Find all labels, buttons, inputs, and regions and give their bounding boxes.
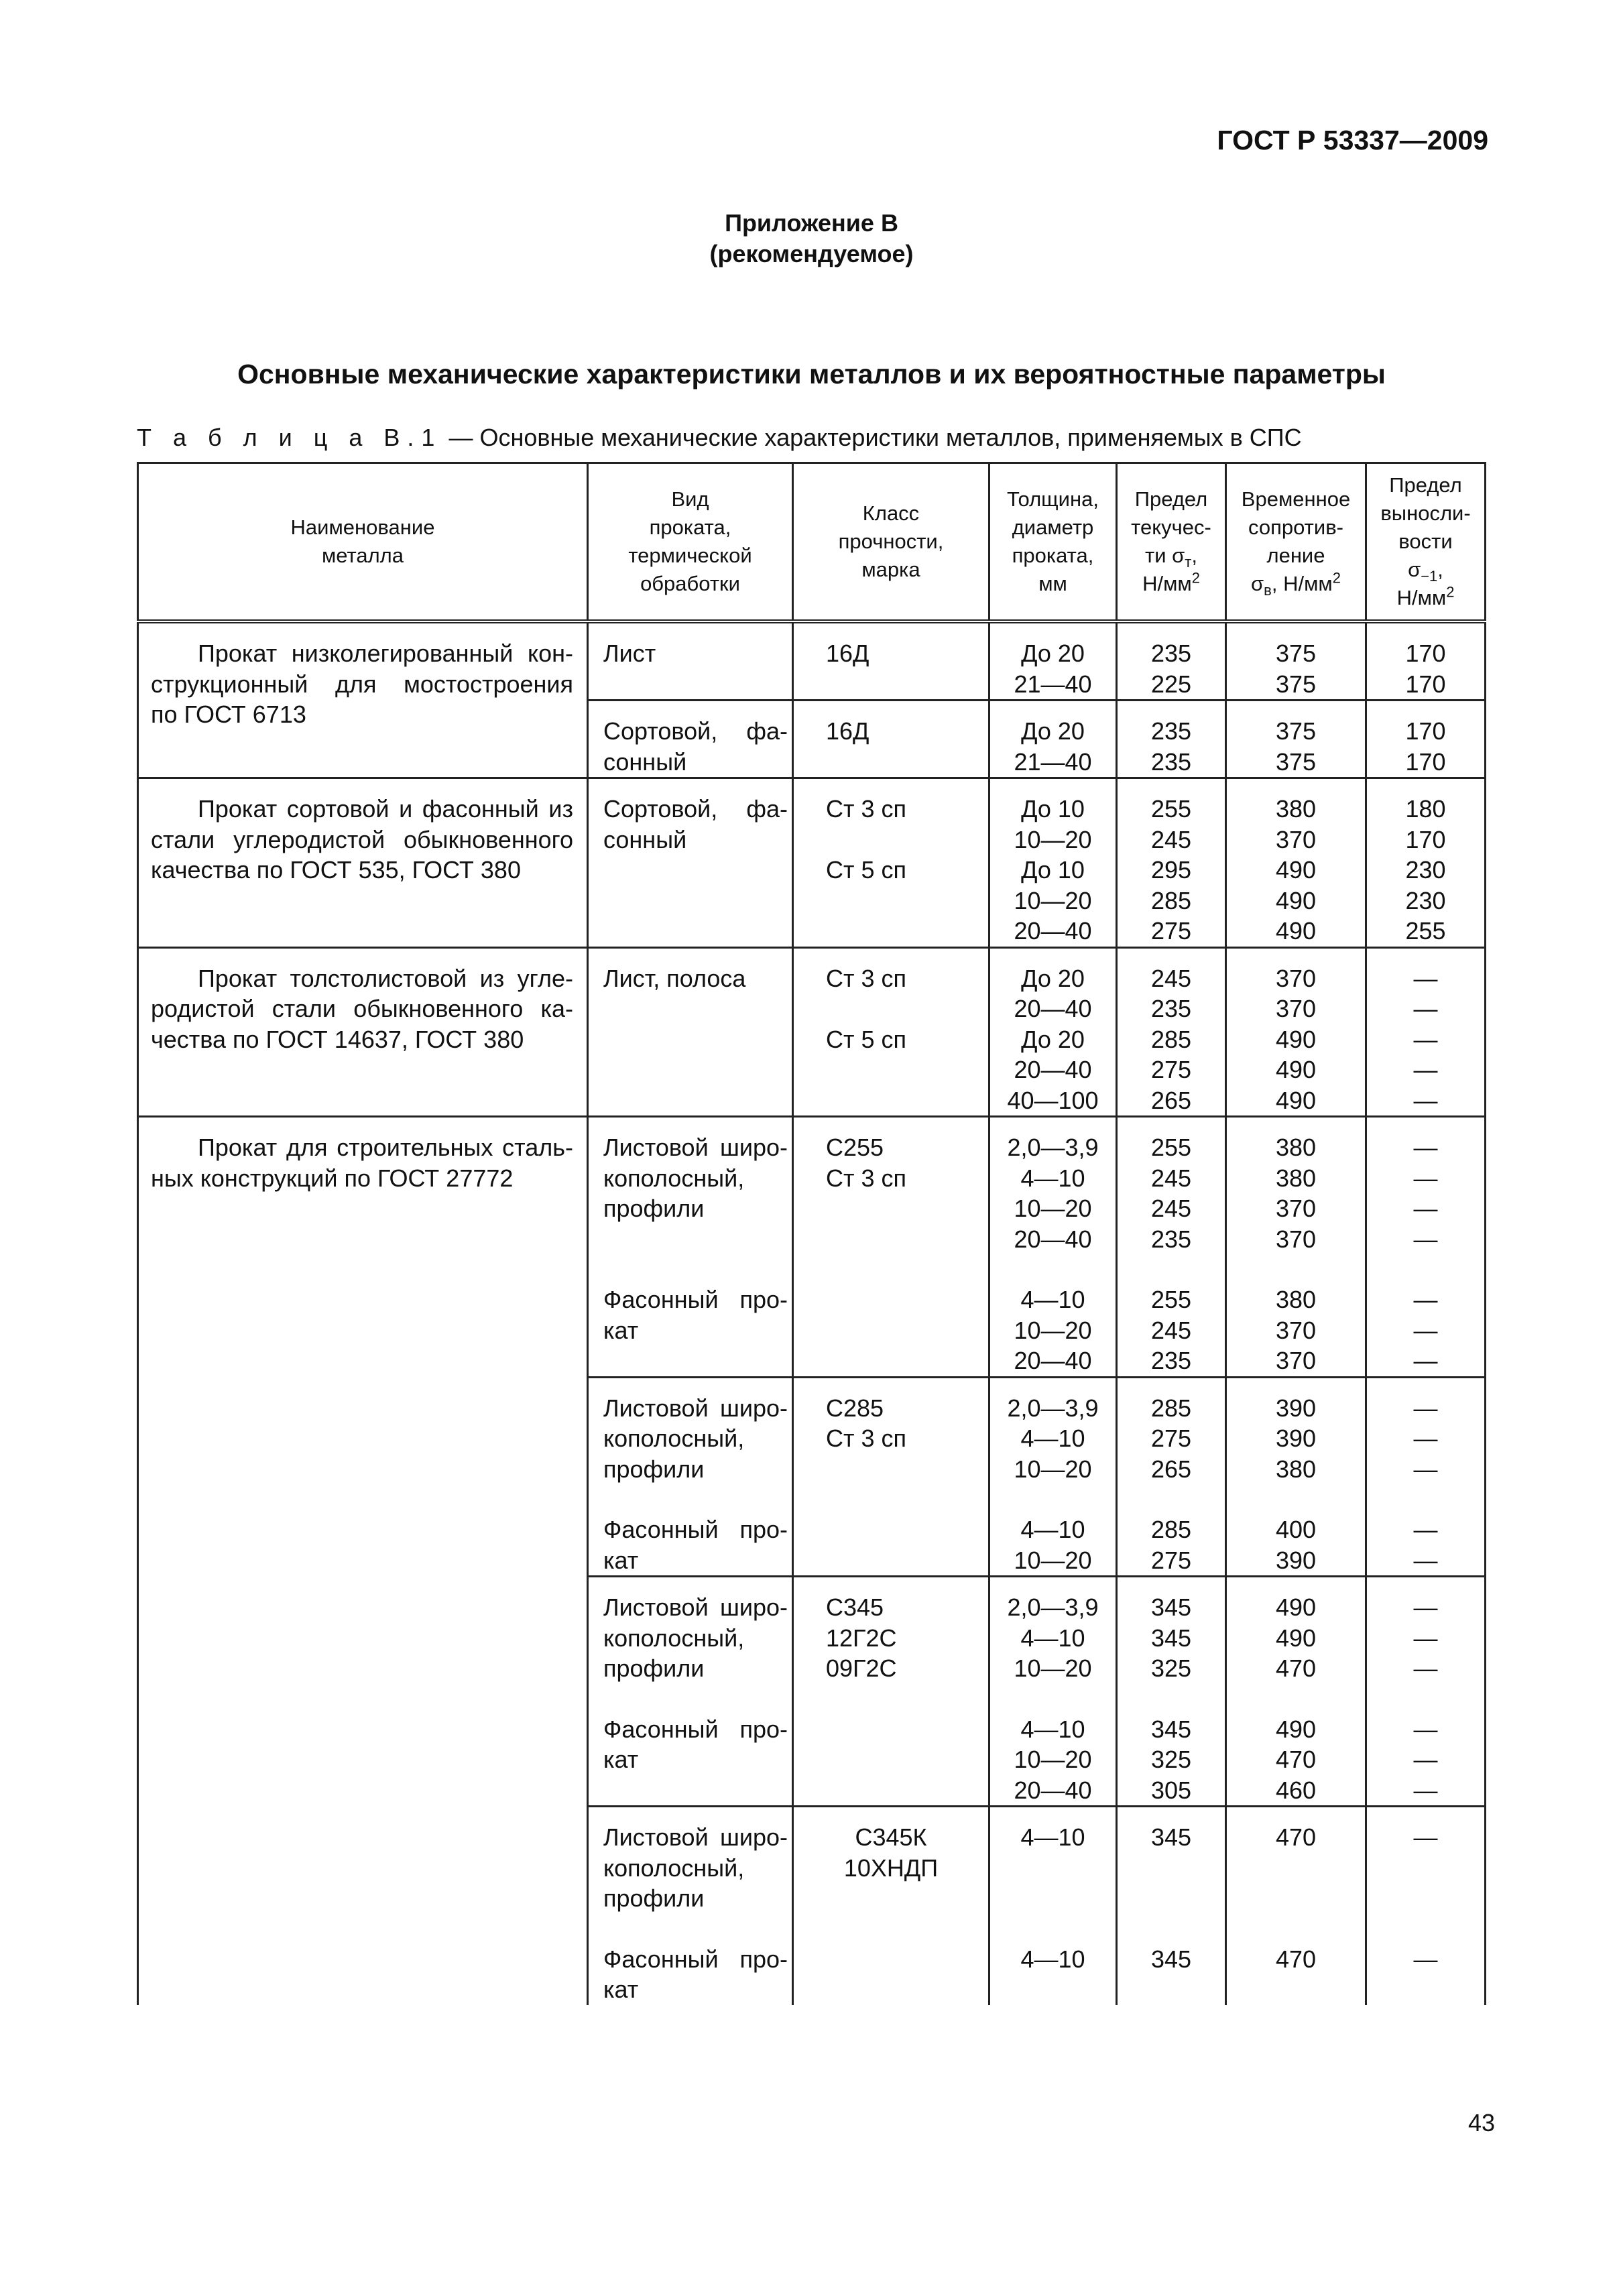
cell-line: 21—40 [1014,747,1092,776]
cell-line: 255 [1150,1134,1192,1161]
endurance-limit [1366,1377,1486,1484]
cell-line: 460 [1275,1776,1317,1804]
metal-name-line: Прокат низколегированный кон- [198,640,573,667]
thickness [989,947,1117,1117]
cell-line: — [1413,1776,1438,1804]
cell-line: — [1413,1394,1438,1422]
cell-line: — [1413,1654,1438,1682]
cell-line: 285 [1150,1025,1192,1053]
ultimate-strength [1226,1807,1366,1914]
cell-line: 380 [1275,1164,1317,1192]
cell-line: Лист, полоса [603,964,746,992]
table-caption-label: Т а б л и ц а В.1 [137,424,442,451]
cell-line: Листовой широ- [603,1394,788,1422]
cell-line: 265 [1150,1455,1192,1483]
yield-strength [1117,1807,1226,1914]
cell-line: 170 [1405,670,1446,698]
rolled-product-kind [588,1684,793,1807]
thickness [989,1484,1117,1577]
ultimate-strength [1226,947,1366,1117]
cell-line: 490 [1275,1624,1317,1652]
cell-line: 10ХНДП [843,1854,939,1882]
yield-strength [1117,621,1226,701]
cell-line: — [1413,1945,1438,1973]
cell-line: 230 [1405,856,1446,884]
cell-line: 490 [1275,1086,1317,1114]
cell-line: — [1413,1516,1438,1543]
cell-line: 20—40 [1014,917,1092,945]
rolled-product-kind [588,1484,793,1577]
cell-line: 345 [1150,1823,1192,1851]
cell-line: 10—20 [1014,1455,1092,1483]
appendix-note: (рекомендуемое) [709,240,914,267]
cell-line: профили [603,1884,705,1912]
cell-line: С345К [855,1823,927,1851]
cell-line: 295 [1150,856,1192,884]
ultimate-strength [1226,1117,1366,1255]
cell-line: До 20 [1021,640,1085,667]
cell-line: 470 [1275,1654,1317,1682]
thickness [989,1684,1117,1807]
cell-line: 245 [1150,964,1192,992]
yield-strength [1117,1484,1226,1577]
metal-name-line: стали углеродистой обыкновенного [151,825,573,853]
cell-line: кат [603,1316,639,1344]
cell-line: 21—40 [1014,670,1092,698]
cell-line: 380 [1275,1134,1317,1161]
cell-line: — [1413,1225,1438,1253]
cell-line: — [1413,1593,1438,1621]
strength-grade [793,701,989,778]
cell-line: 235 [1150,1347,1192,1374]
cell-line: — [1413,1286,1438,1313]
thickness [989,1254,1117,1377]
endurance-limit [1366,1807,1486,1914]
cell-line: До 20 [1021,1025,1085,1053]
cell-line: 345 [1150,1593,1192,1621]
cell-line: Ст 3 сп [826,795,907,823]
cell-line: 4—10 [1020,1516,1085,1543]
ultimate-strength [1226,621,1366,701]
table-row [138,1117,1486,1255]
ultimate-strength [1226,1577,1366,1684]
strength-grade [793,1684,989,1807]
cell-line: Фасонный про- [603,1516,788,1543]
metal-name-line: Прокат сортовой и фасонный из [198,795,573,823]
header-name: Наименование металла [138,463,588,622]
cell-line: 20—40 [1014,1225,1092,1253]
cell-line: До 10 [1021,795,1085,823]
cell-line: 345 [1150,1945,1192,1973]
cell-line: 170 [1405,717,1446,745]
cell-line: 390 [1275,1425,1317,1452]
cell-line: 235 [1150,717,1192,745]
cell-line: 325 [1150,1654,1192,1682]
cell-line: 10—20 [1014,886,1092,914]
cell-line: 325 [1150,1746,1192,1773]
cell-line: 470 [1275,1823,1317,1851]
cell-line: — [1413,964,1438,992]
cell-line: 10—20 [1014,1746,1092,1773]
header-endurance-limit: Предел выносли- вости $\sigma_{-1}$, $Н/мм^2$ [1366,463,1486,622]
cell-line: 4—10 [1020,1164,1085,1192]
cell-line: 2,0—3,9 [1007,1593,1099,1621]
cell-line: 255 [1150,1286,1192,1313]
cell-line: — [1413,1025,1438,1053]
cell-line: 20—40 [1014,1776,1092,1804]
cell-line: 235 [1150,1225,1192,1253]
cell-line: кат [603,1976,639,2003]
cell-line: 380 [1275,795,1317,823]
cell-line: — [1413,1715,1438,1743]
cell-line: 09Г2С [826,1654,897,1682]
cell-line [826,993,988,1024]
cell-line: — [1413,1316,1438,1344]
cell-line: кополосный, [603,1164,745,1192]
metal-name-line: родистой стали обыкновенного ка- [151,995,573,1022]
yield-strength [1117,1117,1226,1255]
cell-line: 375 [1275,670,1317,698]
strength-grade [793,1914,989,2005]
header-grade: Класс прочности, марка [793,463,989,622]
cell-line: 235 [1150,995,1192,1022]
cell-line: 375 [1275,640,1317,667]
appendix-title: Приложение В [725,209,898,237]
metal-name [138,947,588,1117]
cell-line: До 20 [1021,964,1085,992]
cell-line: 10—20 [1014,1546,1092,1574]
metal-name [138,621,588,778]
metal-name [138,1117,588,2005]
cell-line: 490 [1275,1056,1317,1083]
rolled-product-kind [588,1377,793,1484]
yield-strength [1117,1377,1226,1484]
cell-line: 245 [1150,1316,1192,1344]
metal-name-line: чества по ГОСТ 14637, ГОСТ 380 [151,1025,524,1053]
cell-line: 285 [1150,1394,1192,1422]
rolled-product-kind [588,1807,793,1914]
cell-line: 20—40 [1014,1056,1092,1083]
cell-line: 275 [1150,1425,1192,1452]
strength-grade [793,778,989,948]
cell-line: кополосный, [603,1854,745,1882]
metal-name-line: ных конструкций по ГОСТ 27772 [151,1164,514,1192]
table-row [138,621,1486,701]
metal-name-line: Прокат толстолистовой из угле- [198,964,573,992]
cell-line: 4—10 [1020,1624,1085,1652]
cell-line: 370 [1275,995,1317,1022]
cell-line: 370 [1275,825,1317,853]
cell-line: Фасонный про- [603,1715,788,1743]
endurance-limit [1366,1254,1486,1377]
cell-line: 170 [1405,640,1446,667]
cell-line: — [1413,1086,1438,1114]
table-row [138,947,1486,1117]
metal-name-line: по ГОСТ 6713 [151,701,306,728]
thickness [989,1117,1117,1255]
cell-line: До 20 [1021,717,1085,745]
cell-line: 370 [1275,1195,1317,1222]
cell-line: 265 [1150,1086,1192,1114]
cell-line: 285 [1150,1516,1192,1543]
cell-line: 345 [1150,1715,1192,1743]
cell-line: Сортовой, фа- [603,717,788,745]
cell-line: 235 [1150,747,1192,776]
cell-line: 470 [1275,1945,1317,1973]
cell-line: 275 [1150,1056,1192,1083]
cell-line: 370 [1275,1347,1317,1374]
cell-line: — [1413,1195,1438,1222]
cell-line: 370 [1275,964,1317,992]
metal-name-line: Прокат для строительных сталь- [198,1134,573,1161]
rolled-product-kind [588,947,793,1117]
cell-line: сонный [603,747,687,776]
cell-line: 375 [1275,717,1317,745]
cell-line: профили [603,1195,705,1222]
yield-strength [1117,1684,1226,1807]
cell-line: 170 [1405,825,1446,853]
cell-line: 10—20 [1014,1316,1092,1344]
cell-line: 235 [1150,640,1192,667]
cell-line: 40—100 [1007,1086,1099,1114]
ultimate-strength [1226,701,1366,778]
thickness [989,1914,1117,2005]
cell-line: До 10 [1021,856,1085,884]
endurance-limit [1366,621,1486,701]
cell-line: — [1413,1746,1438,1773]
endurance-limit [1366,778,1486,948]
cell-line: 16Д [826,640,869,667]
strength-grade [793,1807,989,1914]
cell-line: — [1413,1164,1438,1192]
cell-line: Листовой широ- [603,1134,788,1161]
cell-line: 255 [1405,917,1446,945]
thickness [989,1377,1117,1484]
cell-line: кополосный, [603,1425,745,1452]
cell-line: 470 [1275,1746,1317,1773]
table-caption-text: — Основные механические характеристики металлов, применяемых в СПС [442,424,1302,451]
cell-line: 10—20 [1014,1654,1092,1682]
cell-line: Лист [603,640,656,667]
yield-strength [1117,1914,1226,2005]
endurance-limit [1366,1117,1486,1255]
table-caption [137,424,1302,452]
strength-grade [793,621,989,701]
cell-line: 375 [1275,747,1317,776]
cell-line: 180 [1405,795,1446,823]
cell-line: 275 [1150,917,1192,945]
thickness [989,1807,1117,1914]
cell-line: 390 [1275,1394,1317,1422]
header-kind: Вид проката, термической обработки [588,463,793,622]
cell-line: 285 [1150,886,1192,914]
cell-line: 4—10 [1020,1823,1085,1851]
cell-line: Сортовой, фа- [603,795,788,823]
cell-line: С285 [826,1394,884,1422]
endurance-limit [1366,947,1486,1117]
cell-line: 2,0—3,9 [1007,1134,1099,1161]
cell-line: 490 [1275,917,1317,945]
cell-line: — [1413,1546,1438,1574]
header-yield-strength: Предел текучес- ти $\sigma_т$, $Н/мм^2$ [1117,463,1226,622]
cell-line: 490 [1275,1715,1317,1743]
cell-line: профили [603,1654,705,1682]
endurance-limit [1366,1577,1486,1684]
thickness [989,778,1117,948]
cell-line: 4—10 [1020,1425,1085,1452]
cell-line: 400 [1275,1516,1317,1543]
rolled-product-kind [588,1577,793,1684]
cell-line: — [1413,1823,1438,1851]
cell-line: Ст 3 сп [826,964,907,992]
strength-grade [793,1254,989,1377]
ultimate-strength [1226,778,1366,948]
endurance-limit [1366,1914,1486,2005]
cell-line: кат [603,1746,639,1773]
cell-line: 275 [1150,1546,1192,1574]
cell-line: кополосный, [603,1624,745,1652]
ultimate-strength [1226,1377,1366,1484]
cell-line: Ст 3 сп [826,1425,907,1452]
cell-line: Листовой широ- [603,1593,788,1621]
cell-line: 305 [1150,1776,1192,1804]
cell-line [826,825,988,855]
cell-line: С255 [826,1134,884,1161]
section-title: Основные механические характеристики металлов и их вероятностные параметры [237,359,1386,389]
endurance-limit [1366,1484,1486,1577]
yield-strength [1117,1577,1226,1684]
cell-line: Фасонный про- [603,1945,788,1973]
cell-line: 225 [1150,670,1192,698]
strength-grade [793,1117,989,1255]
cell-line: 4—10 [1020,1286,1085,1313]
rolled-product-kind [588,778,793,948]
cell-line: 245 [1150,825,1192,853]
cell-line: 490 [1275,856,1317,884]
document-code: ГОСТ Р 53337—2009 [1217,125,1488,156]
cell-line: — [1413,1455,1438,1483]
rolled-product-kind [588,1117,793,1255]
strength-grade [793,947,989,1117]
metal-name-line: качества по ГОСТ 535, ГОСТ 380 [151,856,521,884]
strength-grade [793,1577,989,1684]
strength-grade [793,1484,989,1577]
yield-strength [1117,1254,1226,1377]
cell-line: 170 [1405,747,1446,776]
cell-line: сонный [603,825,687,853]
cell-line: 10—20 [1014,825,1092,853]
table-row [138,778,1486,948]
cell-line: 230 [1405,886,1446,914]
cell-line: 4—10 [1020,1945,1085,1973]
cell-line: 16Д [826,717,869,745]
metal-name-line: струкционный для мостостроения [151,670,573,698]
cell-line: Листовой широ- [603,1823,788,1851]
cell-line: 490 [1275,1025,1317,1053]
cell-line: 245 [1150,1164,1192,1192]
cell-line: 490 [1275,886,1317,914]
endurance-limit [1366,1684,1486,1807]
cell-line: 380 [1275,1286,1317,1313]
table-header-row [138,463,1486,622]
cell-line: 380 [1275,1455,1317,1483]
cell-line: 10—20 [1014,1195,1092,1222]
cell-line: С345 [826,1593,884,1621]
cell-line: Фасонный про- [603,1286,788,1313]
cell-line: Ст 5 сп [826,1025,907,1053]
table-body [138,621,1486,2005]
cell-line: — [1413,1134,1438,1161]
cell-line: 345 [1150,1624,1192,1652]
cell-line: 20—40 [1014,1347,1092,1374]
cell-line: 490 [1275,1593,1317,1621]
thickness [989,621,1117,701]
cell-line: 4—10 [1020,1715,1085,1743]
rolled-product-kind [588,621,793,701]
endurance-limit [1366,701,1486,778]
cell-line: Ст 5 сп [826,856,907,884]
metal-name [138,778,588,948]
cell-line: — [1413,995,1438,1022]
cell-line: 20—40 [1014,995,1092,1022]
strength-grade [793,1377,989,1484]
cell-line: — [1413,1056,1438,1083]
yield-strength [1117,778,1226,948]
cell-line: профили [603,1455,705,1483]
rolled-product-kind [588,701,793,778]
yield-strength [1117,947,1226,1117]
page-number: 43 [1467,2109,1495,2136]
thickness [989,701,1117,778]
rolled-product-kind [588,1254,793,1377]
cell-line: кат [603,1546,639,1574]
cell-line: 370 [1275,1316,1317,1344]
rolled-product-kind [588,1914,793,2005]
cell-line: 245 [1150,1195,1192,1222]
cell-line: — [1413,1347,1438,1374]
header-ultimate-strength: Временное сопротив- ление $\sigma_в$, $Н/мм^2$ [1226,463,1366,622]
ultimate-strength [1226,1914,1366,2005]
cell-line: 370 [1275,1225,1317,1253]
cell-line: Ст 3 сп [826,1164,907,1192]
cell-line: — [1413,1425,1438,1452]
ultimate-strength [1226,1484,1366,1577]
cell-line: 2,0—3,9 [1007,1394,1099,1422]
cell-line: 12Г2С [826,1624,897,1652]
cell-line: 390 [1275,1546,1317,1574]
thickness [989,1577,1117,1684]
header-thickness: Толщина, диаметр проката, мм [989,463,1117,622]
cell-line: — [1413,1624,1438,1652]
cell-line: 255 [1150,795,1192,823]
ultimate-strength [1226,1254,1366,1377]
ultimate-strength [1226,1684,1366,1807]
yield-strength [1117,701,1226,778]
mechanical-properties-table [137,462,1486,2005]
